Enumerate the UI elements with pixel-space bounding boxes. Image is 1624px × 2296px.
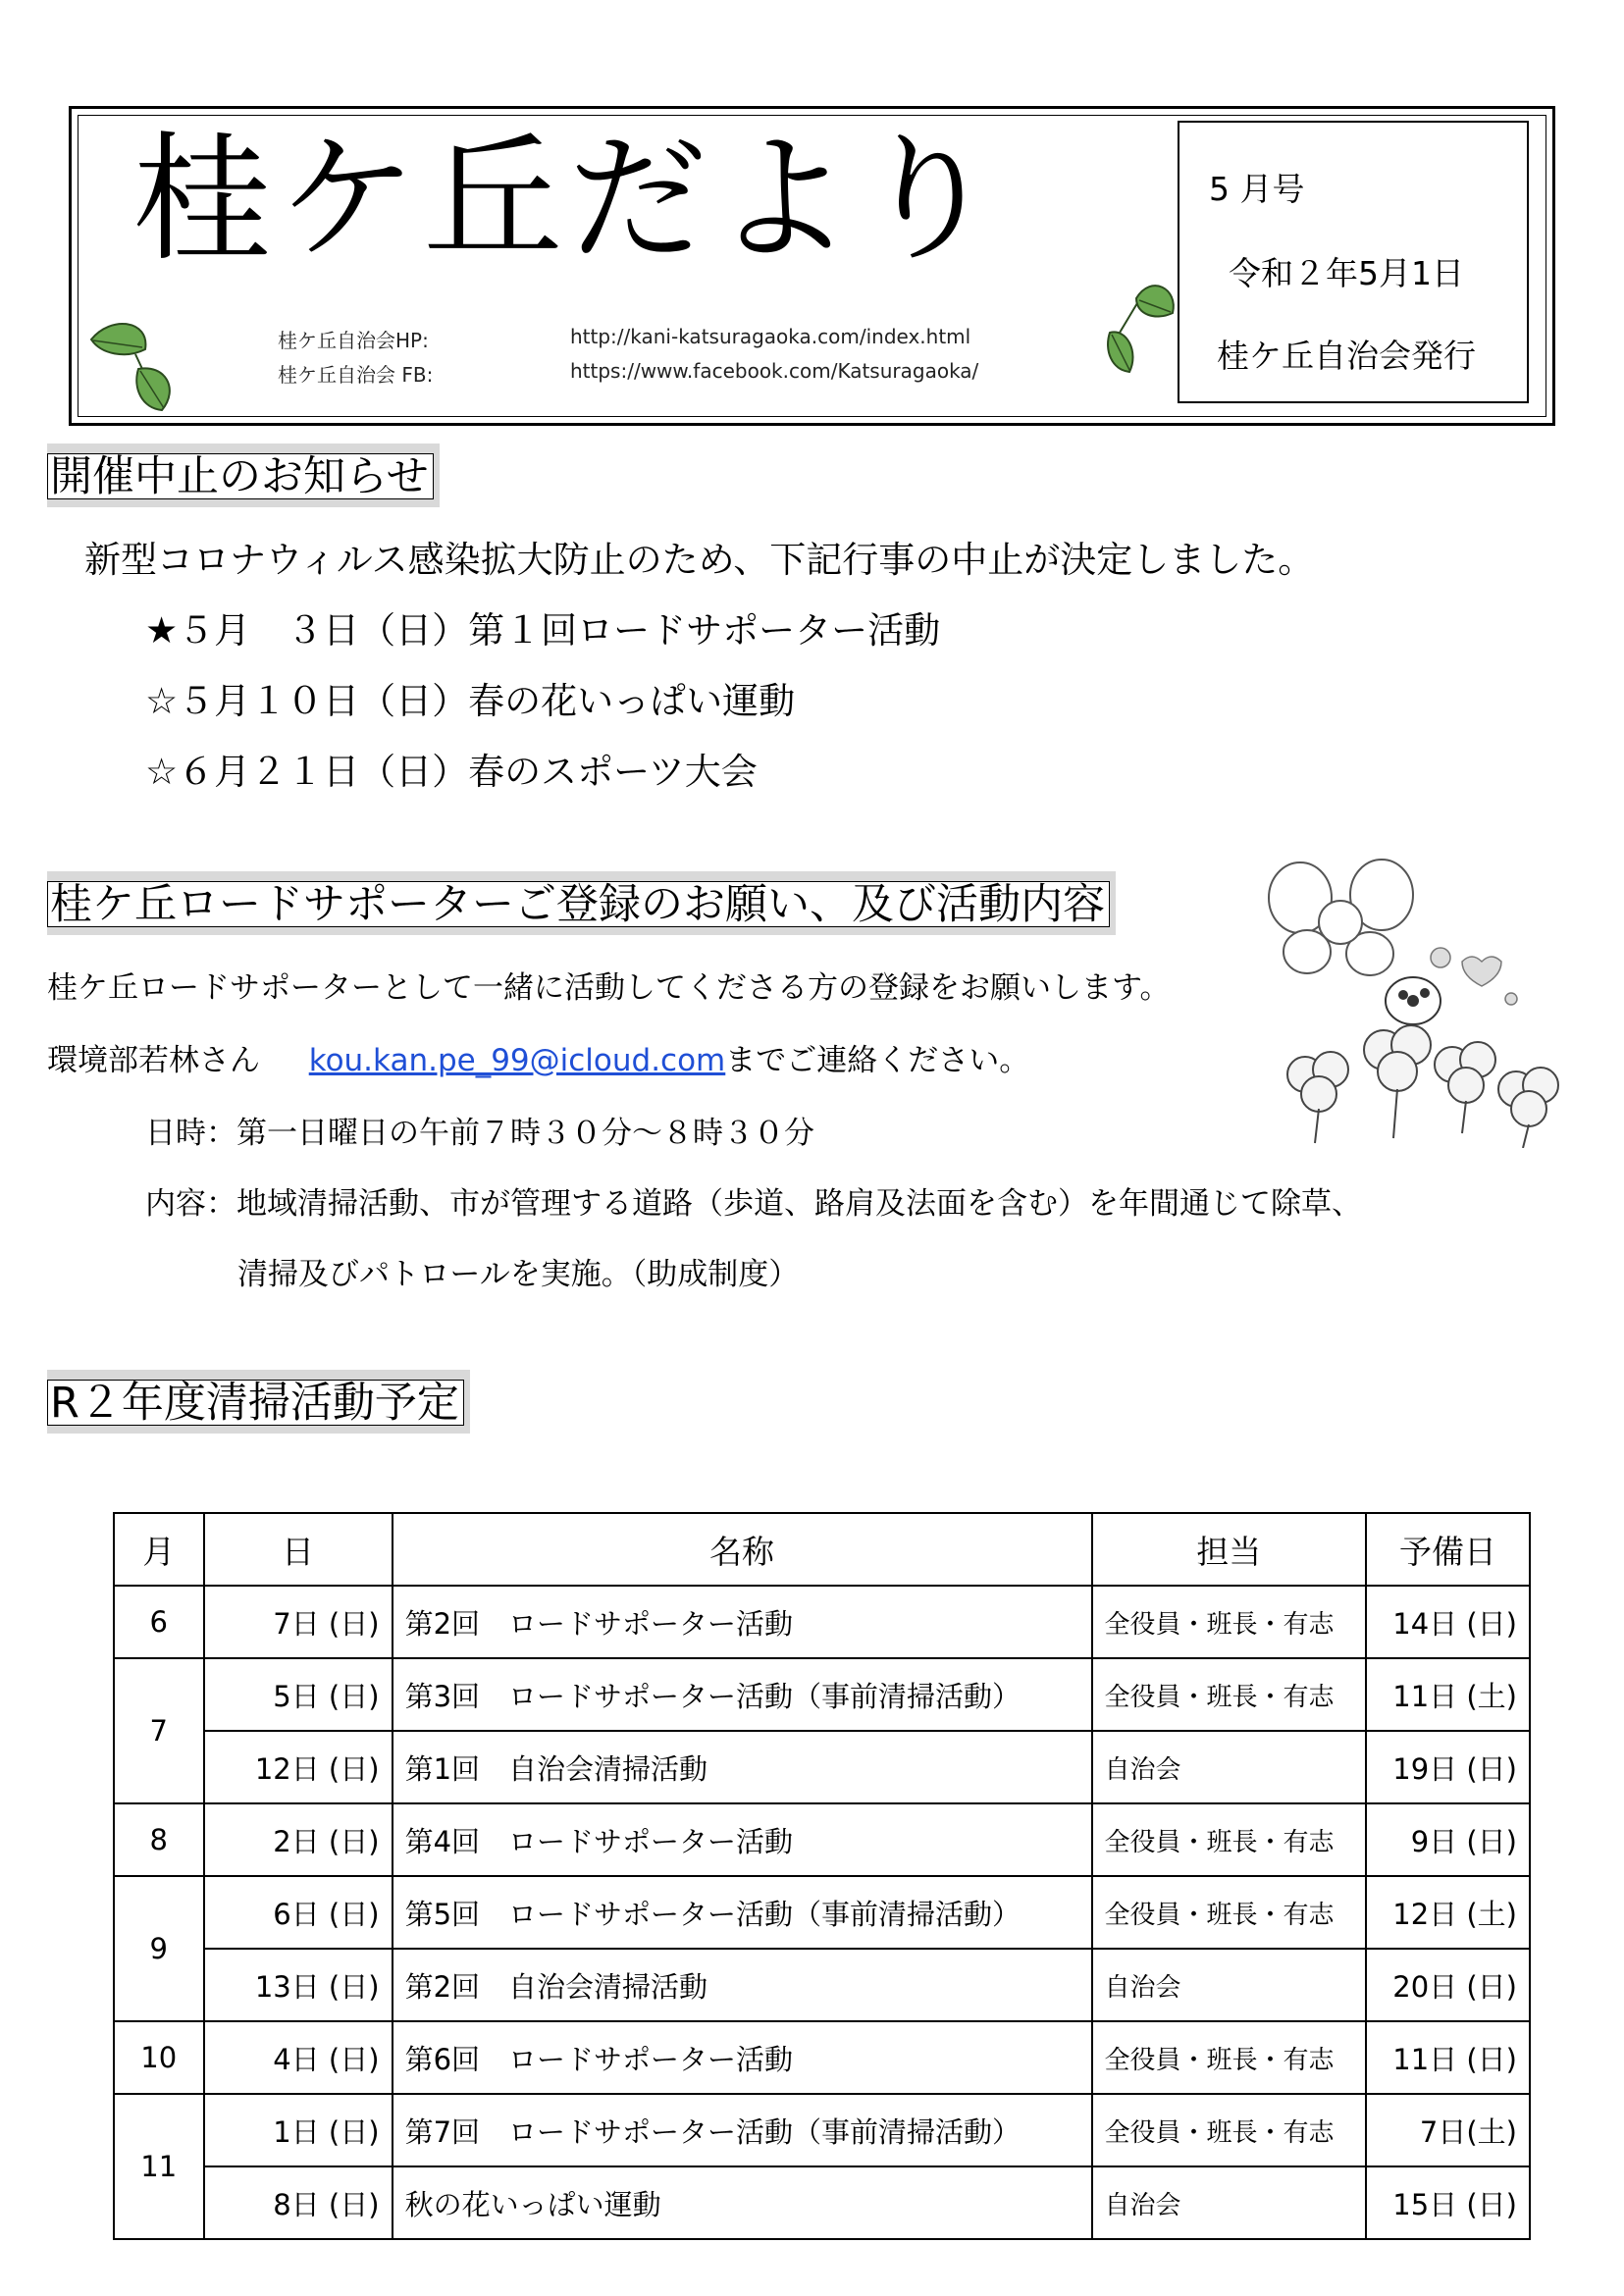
notice-heading-text: 開催中止のお知らせ xyxy=(47,453,434,499)
event-name-cell: 第7回 ロードサポーター活動（事前清掃活動） xyxy=(393,2094,1092,2166)
duty-cell: 全役員・班長・有志 xyxy=(1092,1876,1367,1949)
column-header-month: 月 xyxy=(114,1513,204,1586)
publisher: 桂ケ丘自治会発行 xyxy=(1217,337,1476,375)
registration-request: 桂ケ丘ロードサポーターとして一緒に活動してくださる方の登録をお願いします。 xyxy=(47,970,1171,1006)
event-name-cell: 第1回 自治会清掃活動 xyxy=(393,1731,1092,1803)
contact-email-link[interactable]: kou.kan.pe_99@icloud.com xyxy=(308,1043,726,1078)
duty-cell: 自治会 xyxy=(1092,1731,1367,1803)
month-cell: 9 xyxy=(114,1876,204,2021)
table-row xyxy=(114,1731,1530,1803)
day-cell: 13日 (日) xyxy=(204,1949,393,2021)
table-header-row xyxy=(114,1513,1530,1586)
event-name-cell: 第3回 ロードサポーター活動（事前清掃活動） xyxy=(393,1658,1092,1731)
table-row xyxy=(114,1949,1530,2021)
masthead xyxy=(69,106,1555,426)
column-header-day: 日 xyxy=(204,1513,393,1586)
notice-item: ☆５月１０日（日）春の花いっぱい運動 xyxy=(145,680,796,722)
reserve-day-cell: 12日 (土) xyxy=(1366,1876,1530,1949)
activity-schedule: 日時：第一日曜日の午前７時３０分～８時３０分 xyxy=(145,1116,814,1151)
contact-line xyxy=(47,1043,1030,1078)
hp-link-label: 桂ケ丘自治会HP: xyxy=(278,329,429,352)
table-row xyxy=(114,1658,1530,1731)
column-header-name: 名称 xyxy=(393,1513,1092,1586)
reserve-day-cell: 7日(土) xyxy=(1366,2094,1530,2166)
event-name-cell: 第4回 ロードサポーター活動 xyxy=(393,1803,1092,1876)
day-cell: 4日 (日) xyxy=(204,2021,393,2094)
event-name-cell: 第2回 ロードサポーター活動 xyxy=(393,1586,1092,1658)
reserve-day-cell: 11日 (日) xyxy=(1366,2021,1530,2094)
issue-info-box xyxy=(1178,121,1529,403)
road-supporter-heading-text: 桂ケ丘ロードサポーターご登録のお願い、及び活動内容 xyxy=(47,881,1110,927)
day-cell: 5日 (日) xyxy=(204,1658,393,1731)
month-cell: 8 xyxy=(114,1803,204,1876)
day-cell: 12日 (日) xyxy=(204,1731,393,1803)
month-cell: 7 xyxy=(114,1658,204,1803)
column-header-duty: 担当 xyxy=(1092,1513,1367,1586)
issue-month: 5 月号 xyxy=(1209,170,1305,208)
month-cell: 11 xyxy=(114,2094,204,2239)
activity-content: 内容：地域清掃活動、市が管理する道路（歩道、路肩及法面を含む）を年間通じて除草、 xyxy=(145,1186,1362,1222)
event-name-cell: 第6回 ロードサポーター活動 xyxy=(393,2021,1092,2094)
reserve-day-cell: 14日 (日) xyxy=(1366,1586,1530,1658)
contact-prefix: 環境部若林さん xyxy=(47,1043,260,1078)
activity-content-cont: 清掃及びパトロールを実施。（助成制度） xyxy=(237,1257,800,1292)
table-row xyxy=(114,2166,1530,2239)
reserve-day-cell: 11日 (土) xyxy=(1366,1658,1530,1731)
leaf-icon xyxy=(1102,274,1180,382)
leaf-icon xyxy=(81,310,189,418)
notice-item: ☆６月２１日（日）春のスポーツ大会 xyxy=(145,751,758,793)
event-name-cell: 第5回 ロードサポーター活動（事前清掃活動） xyxy=(393,1876,1092,1949)
reserve-day-cell: 20日 (日) xyxy=(1366,1949,1530,2021)
duty-cell: 全役員・班長・有志 xyxy=(1092,2021,1367,2094)
road-supporter-heading xyxy=(47,871,1116,935)
day-cell: 8日 (日) xyxy=(204,2166,393,2239)
event-name-cell: 秋の花いっぱい運動 xyxy=(393,2166,1092,2239)
cleaning-heading-text: R２年度清掃活動予定 xyxy=(47,1380,464,1426)
month-cell: 10 xyxy=(114,2021,204,2094)
fb-link-url[interactable]: https://www.facebook.com/Katsuragaoka/ xyxy=(570,359,979,383)
table-row xyxy=(114,1876,1530,1949)
table-row xyxy=(114,2021,1530,2094)
day-cell: 6日 (日) xyxy=(204,1876,393,1949)
duty-cell: 自治会 xyxy=(1092,1949,1367,2021)
hp-link-url[interactable]: http://kani-katsuragaoka.com/index.html xyxy=(570,325,971,348)
cleaning-heading xyxy=(47,1370,470,1434)
reserve-day-cell: 15日 (日) xyxy=(1366,2166,1530,2239)
duty-cell: 自治会 xyxy=(1092,2166,1367,2239)
fb-link-label: 桂ケ丘自治会 FB: xyxy=(278,363,434,387)
contact-suffix: までご連絡ください。 xyxy=(725,1043,1030,1078)
notice-item: ★５月 ３日（日）第１回ロードサポーター活動 xyxy=(145,609,941,652)
day-cell: 1日 (日) xyxy=(204,2094,393,2166)
column-header-reserve: 予備日 xyxy=(1366,1513,1530,1586)
day-cell: 7日 (日) xyxy=(204,1586,393,1658)
event-name-cell: 第2回 自治会清掃活動 xyxy=(393,1949,1092,2021)
butterfly-clover-illustration xyxy=(1266,854,1570,1148)
reserve-day-cell: 9日 (日) xyxy=(1366,1803,1530,1876)
duty-cell: 全役員・班長・有志 xyxy=(1092,1803,1367,1876)
table-row xyxy=(114,2094,1530,2166)
table-row xyxy=(114,1586,1530,1658)
duty-cell: 全役員・班長・有志 xyxy=(1092,1658,1367,1731)
table-row xyxy=(114,1803,1530,1876)
reserve-day-cell: 19日 (日) xyxy=(1366,1731,1530,1803)
notice-heading xyxy=(47,444,440,507)
issue-date: 令和２年5月1日 xyxy=(1229,254,1464,292)
month-cell: 6 xyxy=(114,1586,204,1658)
duty-cell: 全役員・班長・有志 xyxy=(1092,1586,1367,1658)
cleaning-schedule-table xyxy=(113,1512,1531,2240)
notice-intro: 新型コロナウィルス感染拡大防止のため、下記行事の中止が決定しました。 xyxy=(84,539,1315,581)
day-cell: 2日 (日) xyxy=(204,1803,393,1876)
newsletter-title: 桂ケ丘だより xyxy=(132,119,1004,281)
duty-cell: 全役員・班長・有志 xyxy=(1092,2094,1367,2166)
